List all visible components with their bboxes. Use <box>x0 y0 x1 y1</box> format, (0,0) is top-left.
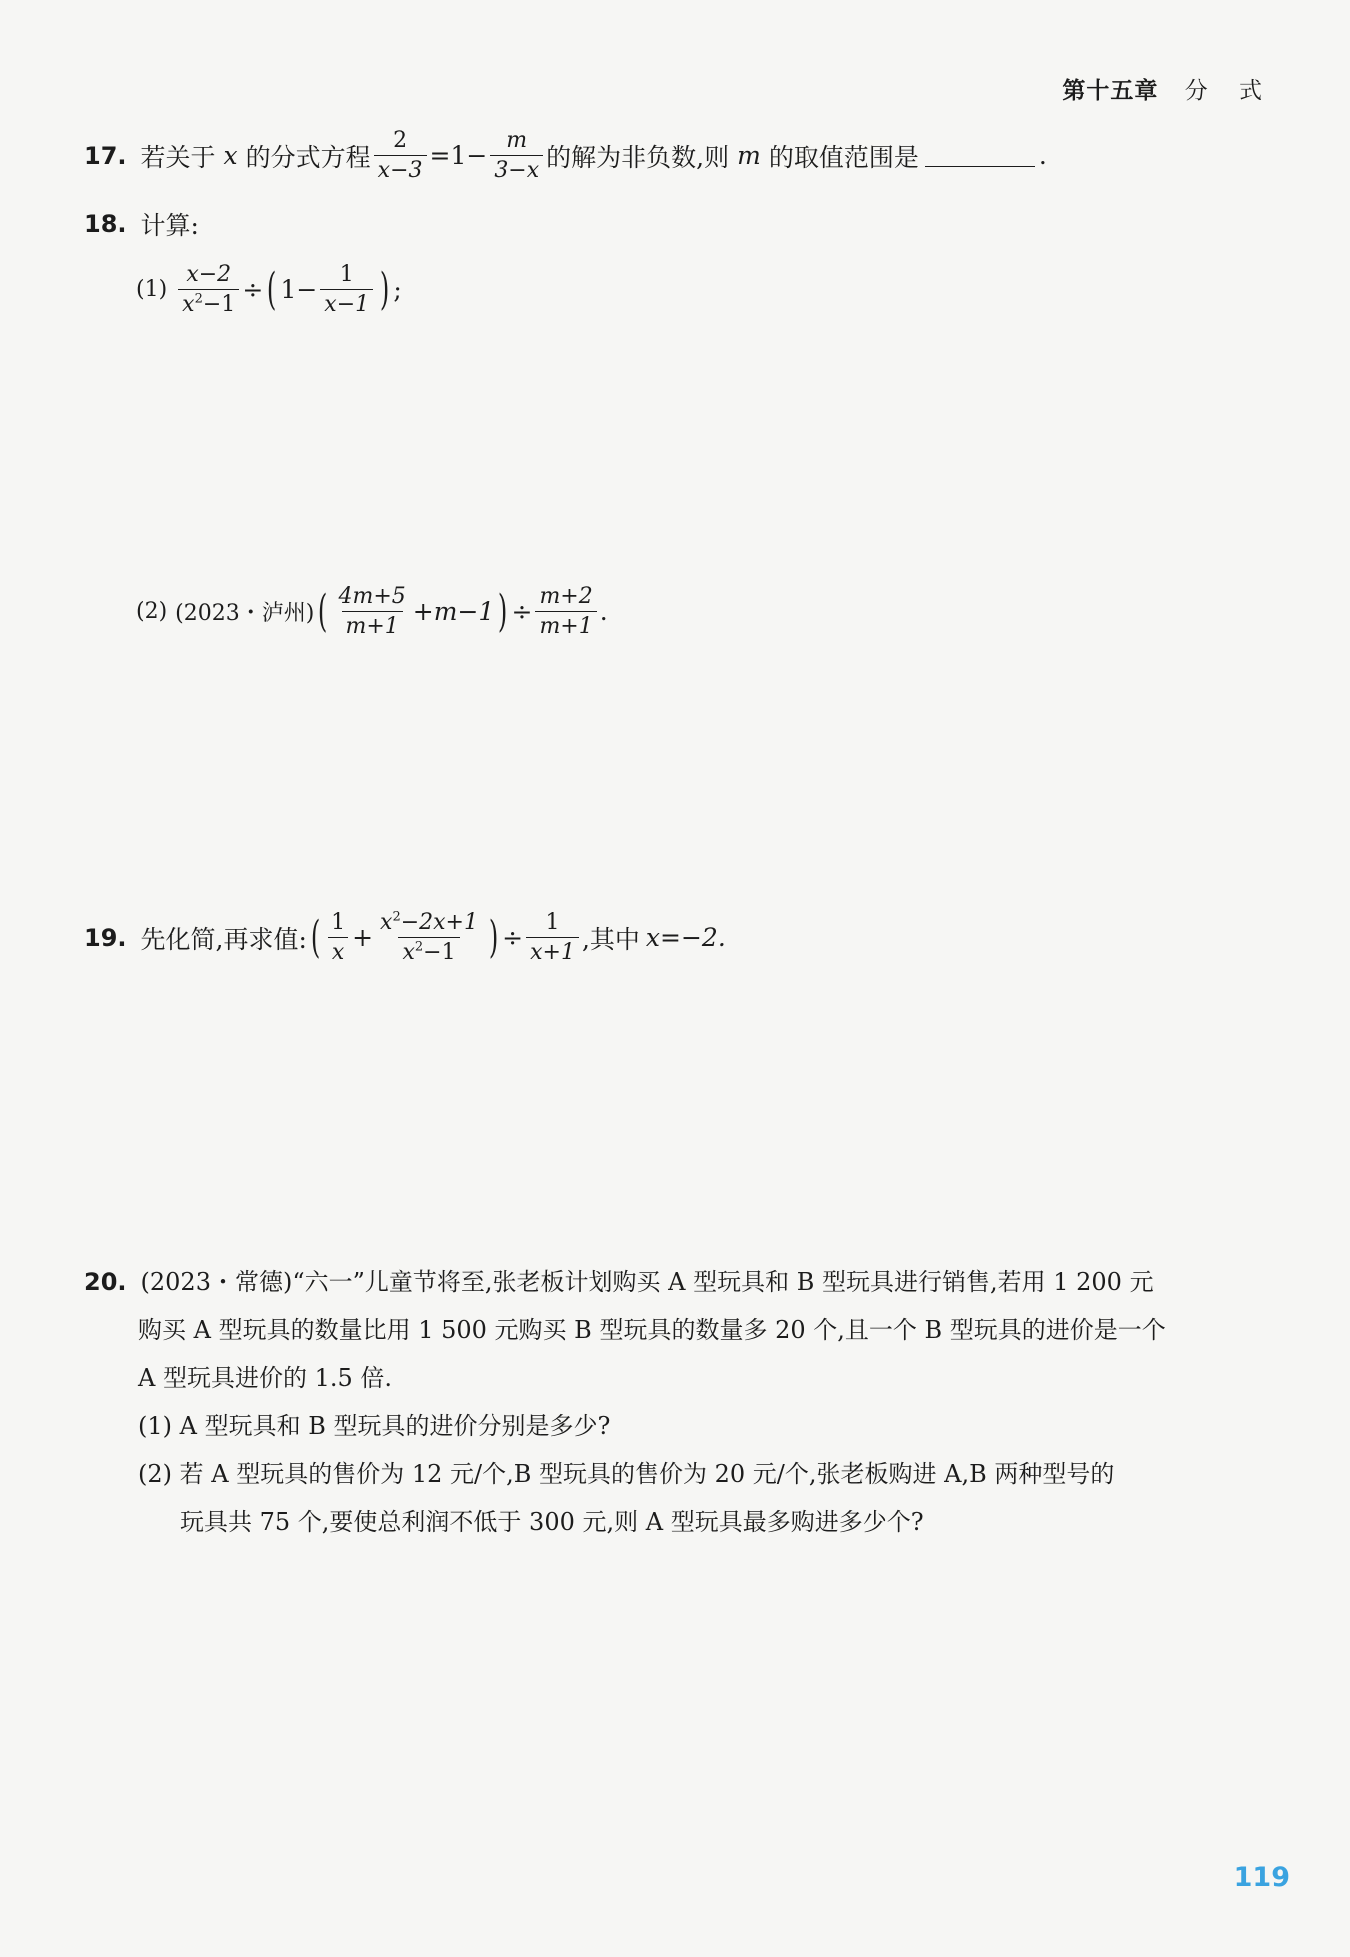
variable: x <box>223 141 238 171</box>
numerator: m <box>506 128 528 153</box>
denominator: x+1 <box>526 937 579 965</box>
question-20-part-2-line-2: 玩具共 75 个,要使总利润不低于 300 元,则 A 型玩具最多购进多少个? <box>180 1508 924 1536</box>
denominator: m+1 <box>535 611 596 639</box>
fraction <box>490 128 543 184</box>
numerator: 2 <box>393 128 408 153</box>
left-paren: ( <box>318 585 328 637</box>
fraction <box>320 262 373 318</box>
text: ,其中 <box>581 924 640 954</box>
text: 的分式方程 <box>245 142 371 172</box>
text: ÷ <box>511 597 533 627</box>
question-19 <box>84 910 726 966</box>
chapter-title: 第十五章 <box>1062 78 1159 104</box>
text: + <box>352 923 374 953</box>
fraction <box>535 584 596 640</box>
text: 的取值范围是 <box>768 142 919 172</box>
denominator: x−3 <box>374 155 427 183</box>
left-paren: ( <box>310 911 321 963</box>
text: ; <box>393 275 402 305</box>
question-number: 18. <box>84 210 127 238</box>
answer-blank[interactable] <box>925 144 1035 167</box>
page-number: 119 <box>1233 1862 1290 1893</box>
denominator: x−1 <box>320 289 373 317</box>
text: 计算: <box>140 211 199 240</box>
text: . <box>1038 141 1047 171</box>
denominator: m+1 <box>342 611 403 639</box>
text: =1− <box>429 141 488 171</box>
question-20-line-1 <box>84 1258 1166 1306</box>
numerator: $x^2-2x+1$ <box>380 909 478 935</box>
right-paren: ) <box>380 263 390 315</box>
variable: m <box>737 141 761 171</box>
fraction <box>526 910 579 966</box>
fraction <box>327 910 349 966</box>
question-20 <box>84 1258 1166 1546</box>
condition: x=−2. <box>645 923 726 953</box>
numerator: x−2 <box>186 262 232 287</box>
question-20-line-3: A 型玩具进价的 1.5 倍. <box>138 1364 393 1392</box>
text: +m−1 <box>412 597 495 627</box>
question-20-line-2: 购买 A 型玩具的数量比用 1 500 元购买 B 型玩具的数量多 20 个,且一个 B 型玩具的进价是一个 <box>138 1316 1166 1344</box>
question-18-part-1 <box>136 262 402 318</box>
denominator: $x^2-1$ <box>178 289 239 317</box>
question-18-part-2 <box>136 584 608 640</box>
numerator: 1 <box>331 910 346 935</box>
text: . <box>599 597 608 627</box>
question-number: 17. <box>84 141 127 170</box>
text: 先化简,再求值: <box>140 924 307 954</box>
denominator: $x^2-1$ <box>398 937 459 965</box>
numerator: m+2 <box>539 584 593 609</box>
question-18 <box>84 206 199 242</box>
numerator: 4m+5 <box>338 584 406 609</box>
denominator: 3−x <box>490 155 543 183</box>
text: ÷ <box>502 923 524 953</box>
fraction <box>374 128 427 184</box>
left-paren: ( <box>267 263 277 315</box>
text: 1− <box>280 275 318 305</box>
question-17 <box>84 128 1047 184</box>
fraction <box>178 262 239 318</box>
text: ÷ <box>242 275 264 305</box>
part-label: (1) <box>136 277 168 303</box>
question-20-part-1: (1) A 型玩具和 B 型玩具的进价分别是多少? <box>138 1412 611 1440</box>
right-paren: ) <box>498 585 508 637</box>
right-paren: ) <box>488 911 499 963</box>
numerator: 1 <box>339 262 354 287</box>
question-20-part-2-line-1: (2) 若 A 型玩具的售价为 12 元/个,B 型玩具的售价为 20 元/个,张老板购进 A,B 两种型号的 <box>138 1460 1115 1488</box>
denominator: x <box>328 937 348 965</box>
part-label: (2) <box>136 599 168 625</box>
fraction <box>335 584 410 640</box>
text: 若关于 <box>140 142 216 172</box>
text: (2023・常德)“六一”儿童节将至,张老板计划购买 A 型玩具和 B 型玩具进行销售,若用 1 200 元 <box>140 1268 1154 1296</box>
numerator: 1 <box>545 910 560 935</box>
question-number: 19. <box>84 923 127 952</box>
section-title: 分 式 <box>1184 78 1274 104</box>
fraction <box>376 910 482 966</box>
text: 的解为非负数,则 <box>546 142 730 172</box>
chapter-header <box>1062 72 1274 105</box>
source-tag: (2023・泸州) <box>175 601 315 627</box>
question-number: 20. <box>84 1268 127 1296</box>
